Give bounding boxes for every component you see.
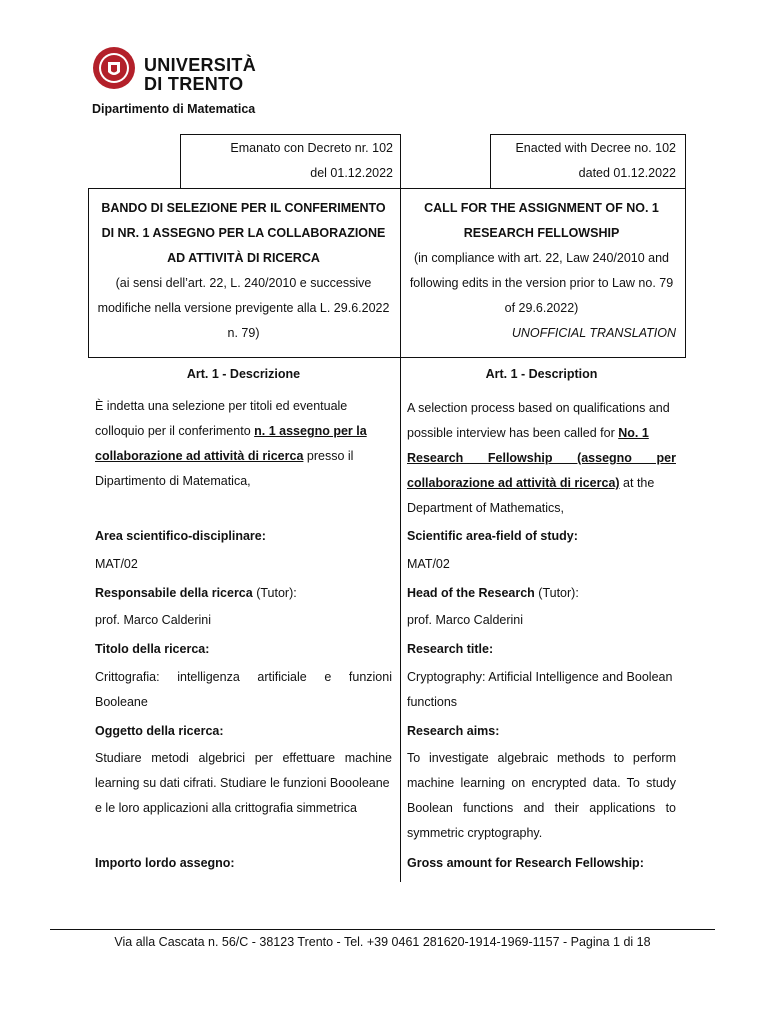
research-title-en-line1: Cryptography: Artificial Intelligence and Boolean: [407, 670, 673, 684]
tutor-it-value: prof. Marco Calderini: [95, 613, 212, 627]
research-aims-en-label: Research aims:: [407, 724, 500, 738]
title-en-line5: of 29.6.2022): [504, 301, 579, 315]
decree-right-left-border: [490, 134, 491, 188]
art1-en-line2: possible interview has been called for No. 1: [407, 426, 649, 440]
research-aims-it-line2: learning su dati cifrati. Studiare le funzioni Boooleane: [95, 776, 390, 790]
tutor-en-label: Head of the Research (Tutor):: [407, 586, 579, 600]
area-en-value: MAT/02: [407, 557, 450, 571]
art1-it-line4: Dipartimento di Matematica,: [95, 474, 251, 488]
research-aims-it-label: Oggetto della ricerca:: [95, 724, 224, 738]
title-en-line1: CALL FOR THE ASSIGNMENT OF NO. 1: [424, 201, 659, 215]
decree-en-line2: dated 01.12.2022: [578, 166, 676, 180]
decree-left-border: [180, 134, 181, 188]
center-border-top: [400, 134, 401, 188]
university-line1: UNIVERSITÀ: [144, 55, 257, 75]
title-en-line3: (in compliance with art. 22, Law 240/2010 and: [413, 251, 670, 265]
fellowship-count-en: No. 1: [618, 426, 649, 440]
research-title-it-value: [95, 665, 392, 715]
research-aims-it-line3: e le loro applicazioni alla crittografia simmetrica: [95, 801, 357, 815]
art1-it-line3: collaborazione ad attività di ricerca presso il: [95, 449, 354, 463]
decree-top-border-right: [490, 134, 685, 135]
tutor-it-label: Responsabile della ricerca (Tutor):: [95, 586, 297, 600]
area-it-value: MAT/02: [95, 557, 138, 571]
fellowship-type-en: collaborazione ad attività di ricerca): [407, 476, 620, 490]
decree-en-line1: Enacted with Decree no. 102: [515, 141, 676, 155]
research-title-en-value: [407, 665, 676, 715]
research-title-en-line2: functions: [407, 695, 458, 709]
art1-en-line5: Department of Mathematics,: [407, 501, 565, 515]
art1-en-line4: collaborazione ad attività di ricerca) at the: [407, 476, 655, 490]
research-aims-it-line1: Studiare metodi algebrici per effettuare machine: [95, 751, 392, 765]
university-line2: DI TRENTO: [144, 74, 244, 94]
decree-it-cell: [185, 136, 393, 186]
university-seal-icon: [92, 46, 136, 90]
unofficial-translation-note: UNOFFICIAL TRANSLATION: [511, 326, 676, 340]
decree-it-line1: Emanato con Decreto nr. 102: [230, 141, 393, 155]
art1-it-line1: È indetta una selezione per titoli ed eventuale: [95, 399, 348, 413]
center-border-title: [400, 188, 401, 358]
research-title-it-line2: Booleane: [95, 695, 148, 709]
decree-it-line2: del 01.12.2022: [310, 166, 393, 180]
title-it-line1: BANDO DI SELEZIONE PER IL CONFERIMENTO: [101, 201, 386, 215]
university-name: [144, 56, 256, 94]
art1-en-line1: A selection process based on qualifications and: [407, 401, 670, 415]
art1-it-heading: Art. 1 - Descrizione: [186, 367, 301, 381]
title-en-line4: following edits in the version prior to Law no. 79: [409, 276, 674, 290]
title-it-cell: [95, 196, 392, 346]
research-aims-en-line4: symmetric cryptography.: [407, 826, 543, 840]
fellowship-count-link: n. 1 assegno per la: [254, 424, 367, 438]
title-it-line6: n. 79): [227, 326, 260, 340]
art1-en-line3: Research Fellowship (assegno per: [407, 451, 676, 465]
footer-divider: [50, 929, 715, 930]
research-title-it-label: Titolo della ricerca:: [95, 642, 210, 656]
title-top-border: [88, 188, 685, 189]
title-it-line4: (ai sensi dell’art. 22, L. 240/2010 e successive: [115, 276, 372, 290]
title-en-cell: [407, 196, 676, 346]
title-it-line5: modifiche nella versione previgente alla L. 29.6.2022: [97, 301, 390, 315]
tutor-en-value: prof. Marco Calderini: [407, 613, 524, 627]
decree-en-cell: [495, 136, 676, 186]
research-aims-en-line2: machine learning on encrypted data. To study: [407, 776, 676, 790]
art1-en-heading: Art. 1 - Description: [485, 367, 598, 381]
art1-en-body: [407, 396, 676, 521]
research-title-en-label: Research title:: [407, 642, 494, 656]
research-aims-en-line1: To investigate algebraic methods to perform: [407, 751, 676, 765]
art1-it-line2: colloquio per il conferimento n. 1 assegno per la: [95, 424, 367, 438]
decree-top-border-left: [180, 134, 400, 135]
amount-it-label: Importo lordo assegno:: [95, 856, 235, 870]
research-aims-it-value: [95, 746, 392, 821]
research-aims-en-value: [407, 746, 676, 846]
center-divider: [400, 357, 401, 882]
title-it-line3: AD ATTIVITÀ DI RICERCA: [167, 251, 320, 265]
art1-it-body: [95, 394, 392, 494]
table-left-border: [88, 188, 89, 358]
area-en-label: Scientific area-field of study:: [407, 529, 578, 543]
research-aims-en-line3: Boolean functions and their applications to: [407, 801, 676, 815]
table-right-border-top: [685, 134, 686, 358]
title-it-line2: DI NR. 1 ASSEGNO PER LA COLLABORAZIONE: [101, 226, 386, 240]
fellowship-type: collaborazione ad attività di ricerca: [95, 449, 304, 463]
amount-en-label: Gross amount for Research Fellowship:: [407, 856, 644, 870]
research-title-it-line1: Crittografia: intelligenza artificiale e funzioni: [95, 670, 392, 684]
area-it-label: Area scientifico-disciplinare:: [95, 529, 266, 543]
page-footer: Via alla Cascata n. 56/C - 38123 Trento - Tel. +39 0461 281620-1914-1969-1157 - Pagina 1 di 18: [114, 935, 651, 949]
department-name: Dipartimento di Matematica: [92, 102, 256, 116]
title-en-line2: RESEARCH FELLOWSHIP: [463, 226, 620, 240]
title-bottom-border: [88, 357, 685, 358]
